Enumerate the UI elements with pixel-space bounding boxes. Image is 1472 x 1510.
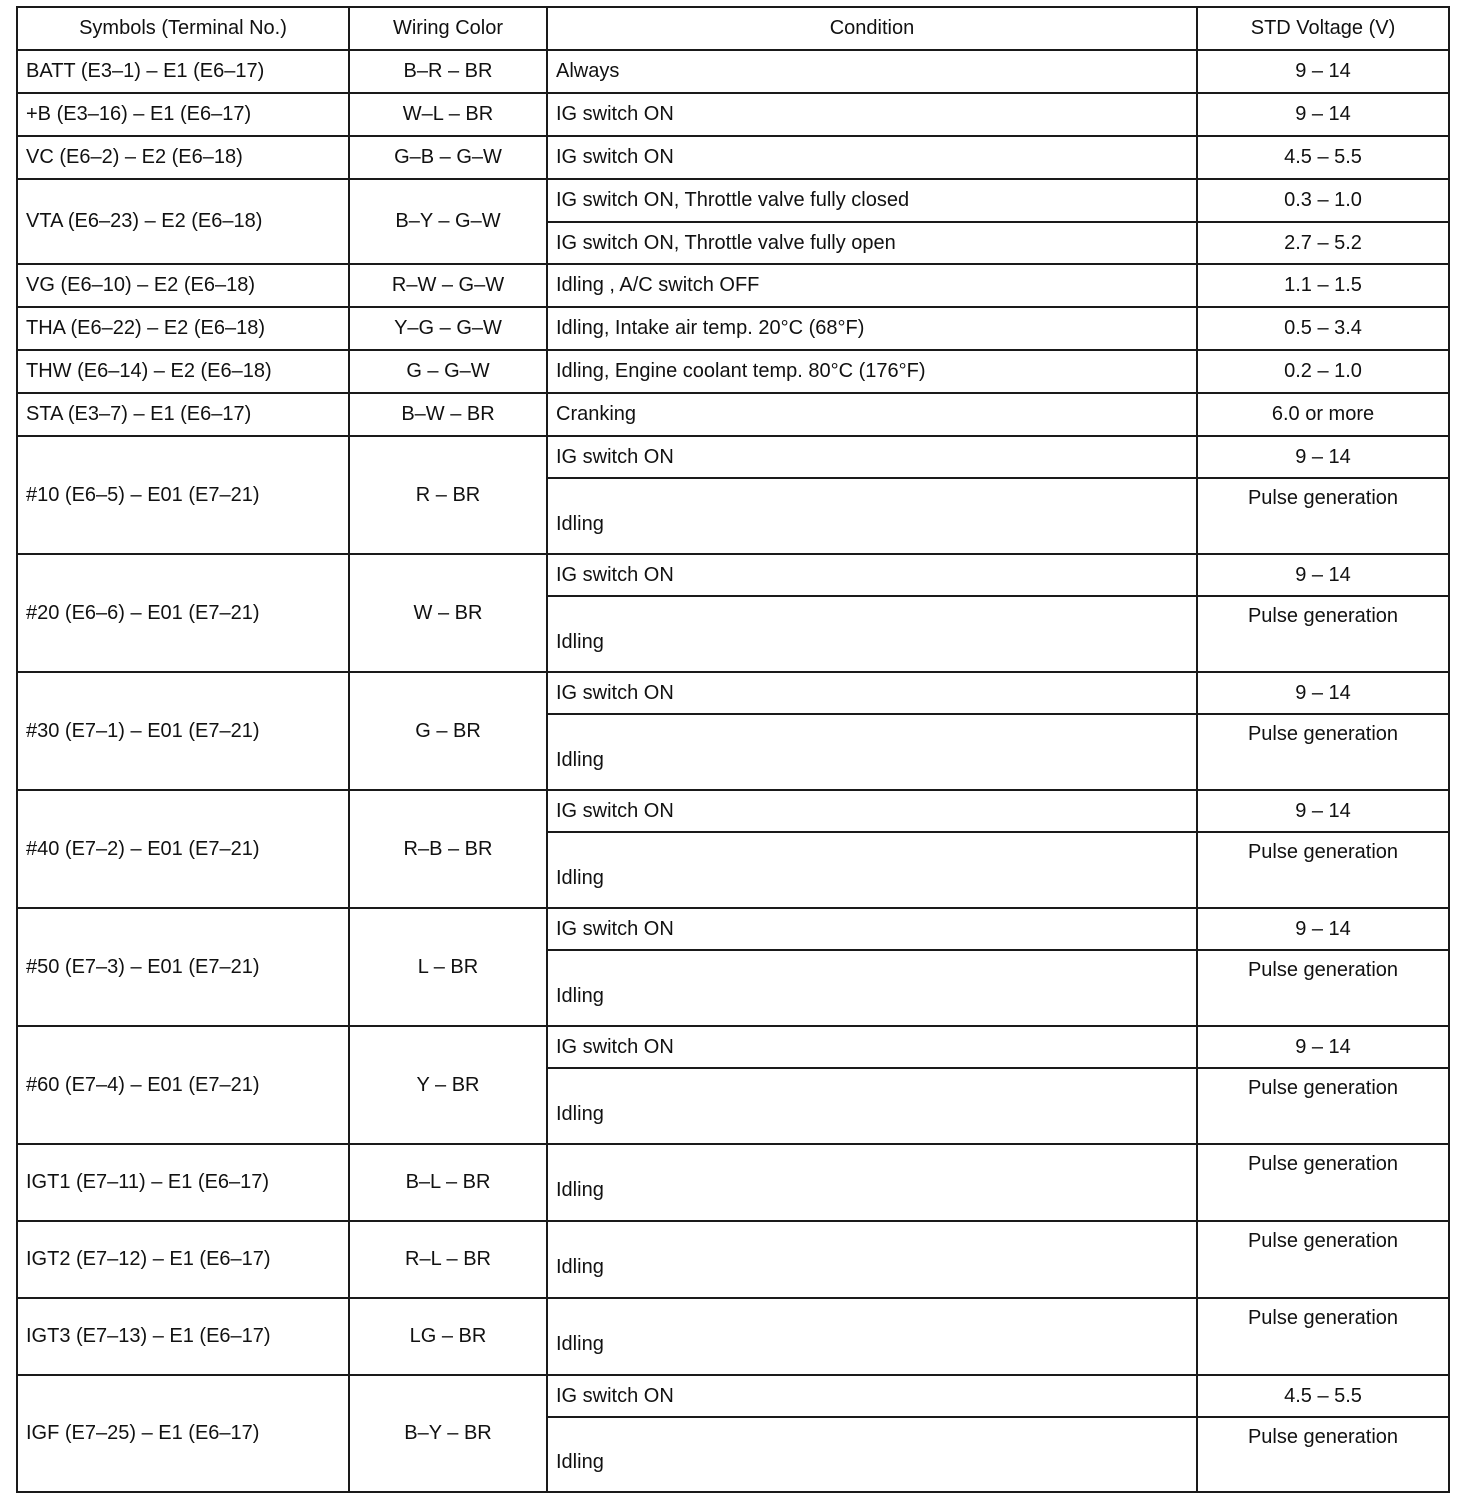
std-voltage-cell: 0.2 – 1.0 [1197,350,1449,393]
std-voltage-cell: 9 – 14 [1197,436,1449,478]
terminal-symbol-cell: VC (E6–2) – E2 (E6–18) [17,136,349,179]
table-row [17,50,1449,93]
wiring-color-cell: B–W – BR [349,393,547,436]
std-voltage-cell: 9 – 14 [1197,790,1449,832]
condition-cell: Idling [547,596,1197,672]
terminal-symbol-cell: IGT2 (E7–12) – E1 (E6–17) [17,1221,349,1298]
wiring-color-cell: R–B – BR [349,790,547,908]
std-voltage-cell: 4.5 – 5.5 [1197,136,1449,179]
table-row [17,672,1449,714]
std-voltage-cell: Pulse generation [1197,1298,1449,1375]
condition-cell: IG switch ON [547,908,1197,950]
header-symbols: Symbols (Terminal No.) [17,7,349,50]
table-row [17,436,1449,478]
header-std-voltage: STD Voltage (V) [1197,7,1449,50]
condition-cell: Idling [547,478,1197,554]
std-voltage-cell: Pulse generation [1197,1221,1449,1298]
condition-cell: Idling [547,1298,1197,1375]
wiring-color-cell: Y–G – G–W [349,307,547,350]
table-row [17,179,1449,222]
table-row [17,93,1449,136]
std-voltage-cell: Pulse generation [1197,478,1449,554]
condition-cell: Idling [547,1417,1197,1492]
header-condition: Condition [547,7,1197,50]
spec-table-container [16,6,1450,1493]
table-row [17,554,1449,596]
wiring-color-cell: B–R – BR [349,50,547,93]
terminal-symbol-cell: IGT1 (E7–11) – E1 (E6–17) [17,1144,349,1221]
wiring-color-cell: G–B – G–W [349,136,547,179]
std-voltage-cell: 0.5 – 3.4 [1197,307,1449,350]
terminal-symbol-cell: THA (E6–22) – E2 (E6–18) [17,307,349,350]
std-voltage-cell: Pulse generation [1197,714,1449,790]
std-voltage-cell: Pulse generation [1197,1417,1449,1492]
std-voltage-cell: 9 – 14 [1197,554,1449,596]
condition-cell: Idling [547,1144,1197,1221]
terminal-symbol-cell: #20 (E6–6) – E01 (E7–21) [17,554,349,672]
std-voltage-cell: 2.7 – 5.2 [1197,222,1449,264]
terminal-symbol-cell: BATT (E3–1) – E1 (E6–17) [17,50,349,93]
condition-cell: IG switch ON, Throttle valve fully open [547,222,1197,264]
condition-cell: IG switch ON [547,672,1197,714]
terminal-symbol-cell: #40 (E7–2) – E01 (E7–21) [17,790,349,908]
std-voltage-cell: Pulse generation [1197,596,1449,672]
table-row [17,1026,1449,1068]
header-wiring-color: Wiring Color [349,7,547,50]
wiring-color-cell: Y – BR [349,1026,547,1144]
wiring-color-cell: W – BR [349,554,547,672]
condition-cell: Cranking [547,393,1197,436]
wiring-color-cell: B–Y – G–W [349,179,547,264]
condition-cell: Idling [547,950,1197,1026]
table-row [17,136,1449,179]
std-voltage-cell: Pulse generation [1197,1068,1449,1144]
std-voltage-cell: Pulse generation [1197,950,1449,1026]
wiring-color-cell: G – BR [349,672,547,790]
table-row [17,1144,1449,1221]
wiring-color-cell: B–L – BR [349,1144,547,1221]
table-row [17,350,1449,393]
wiring-color-cell: R–W – G–W [349,264,547,307]
terminal-symbol-cell: #50 (E7–3) – E01 (E7–21) [17,908,349,1026]
header-row [17,7,1449,50]
condition-cell: Idling [547,832,1197,908]
wiring-color-cell: W–L – BR [349,93,547,136]
condition-cell: Idling, Intake air temp. 20°C (68°F) [547,307,1197,350]
condition-cell: Idling [547,714,1197,790]
table-row [17,908,1449,950]
table-row [17,264,1449,307]
std-voltage-cell: 0.3 – 1.0 [1197,179,1449,222]
std-voltage-cell: 4.5 – 5.5 [1197,1375,1449,1417]
condition-cell: IG switch ON, Throttle valve fully closed [547,179,1197,222]
wiring-color-cell: G – G–W [349,350,547,393]
terminal-symbol-cell: +B (E3–16) – E1 (E6–17) [17,93,349,136]
wiring-color-cell: B–Y – BR [349,1375,547,1492]
std-voltage-cell: 1.1 – 1.5 [1197,264,1449,307]
table-row [17,1375,1449,1417]
table-row [17,307,1449,350]
terminal-symbol-cell: #30 (E7–1) – E01 (E7–21) [17,672,349,790]
condition-cell: IG switch ON [547,790,1197,832]
table-row [17,1221,1449,1298]
condition-cell: IG switch ON [547,1026,1197,1068]
std-voltage-cell: 9 – 14 [1197,672,1449,714]
terminal-symbol-cell: STA (E3–7) – E1 (E6–17) [17,393,349,436]
wiring-color-cell: R – BR [349,436,547,554]
condition-cell: IG switch ON [547,136,1197,179]
condition-cell: IG switch ON [547,554,1197,596]
condition-cell: Idling [547,1221,1197,1298]
std-voltage-cell: 9 – 14 [1197,1026,1449,1068]
terminal-symbol-cell: THW (E6–14) – E2 (E6–18) [17,350,349,393]
std-voltage-cell: 6.0 or more [1197,393,1449,436]
std-voltage-cell: Pulse generation [1197,1144,1449,1221]
terminal-symbol-cell: VTA (E6–23) – E2 (E6–18) [17,179,349,264]
terminal-symbol-cell: #10 (E6–5) – E01 (E7–21) [17,436,349,554]
wiring-color-cell: L – BR [349,908,547,1026]
std-voltage-cell: 9 – 14 [1197,908,1449,950]
wiring-color-cell: LG – BR [349,1298,547,1375]
terminal-symbol-cell: #60 (E7–4) – E01 (E7–21) [17,1026,349,1144]
condition-cell: Always [547,50,1197,93]
std-voltage-cell: Pulse generation [1197,832,1449,908]
condition-cell: Idling [547,1068,1197,1144]
wiring-color-cell: R–L – BR [349,1221,547,1298]
std-voltage-cell: 9 – 14 [1197,50,1449,93]
condition-cell: IG switch ON [547,436,1197,478]
table-row [17,393,1449,436]
std-voltage-cell: 9 – 14 [1197,93,1449,136]
table-row [17,790,1449,832]
table-row [17,1298,1449,1375]
condition-cell: Idling , A/C switch OFF [547,264,1197,307]
terminal-voltage-table [16,6,1450,1493]
condition-cell: IG switch ON [547,1375,1197,1417]
condition-cell: IG switch ON [547,93,1197,136]
terminal-symbol-cell: IGT3 (E7–13) – E1 (E6–17) [17,1298,349,1375]
terminal-symbol-cell: IGF (E7–25) – E1 (E6–17) [17,1375,349,1492]
terminal-symbol-cell: VG (E6–10) – E2 (E6–18) [17,264,349,307]
condition-cell: Idling, Engine coolant temp. 80°C (176°F) [547,350,1197,393]
